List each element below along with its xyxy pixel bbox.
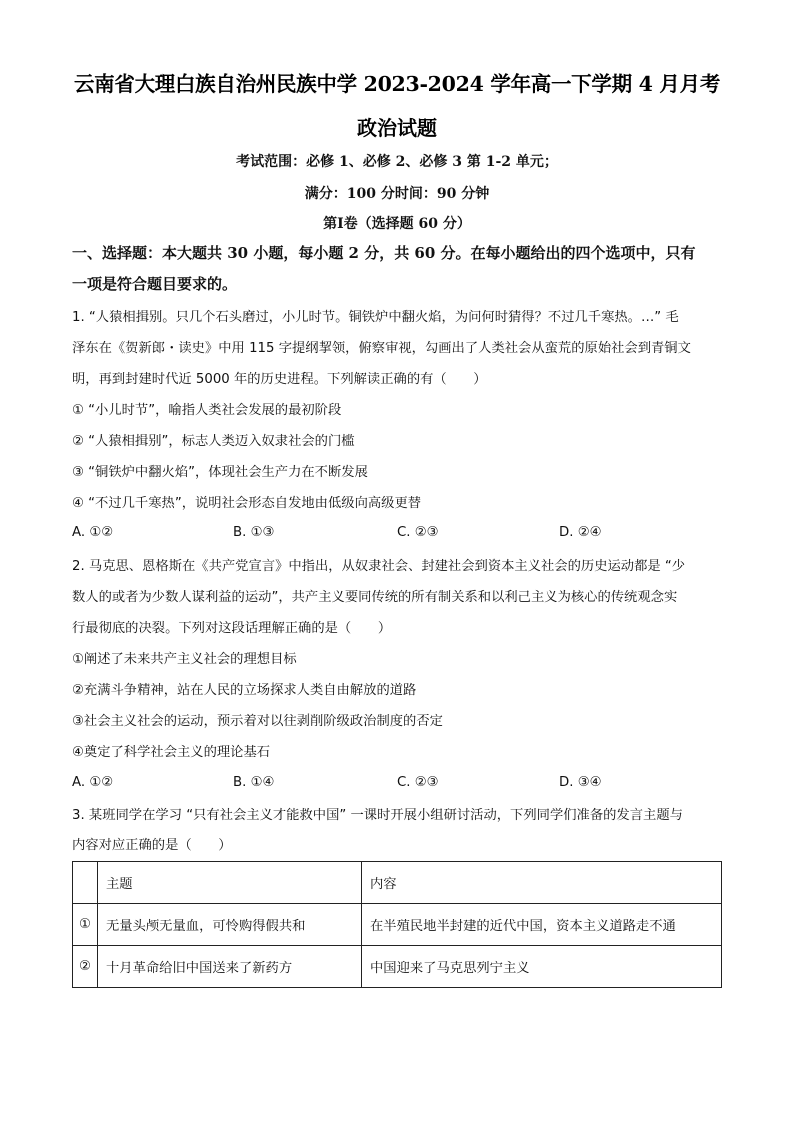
q1-statement-1: ① “小儿时节”，喻指人类社会发展的最初阶段 — [72, 403, 342, 418]
q2-statement-3: ③社会主义社会的运动，预示着对以往剥削阶级政治制度的否定 — [72, 714, 443, 729]
table-header-cell: 主题 — [98, 862, 362, 904]
section-instructions-line-2: 一项是符合题目要求的。 — [72, 275, 238, 293]
q1-option-a[interactable]: A. ①② — [72, 525, 114, 540]
q2-option-c[interactable]: C. ②③ — [397, 775, 439, 790]
q2-statement-1: ①阐述了未来共产主义社会的理想目标 — [72, 652, 297, 667]
q1-statement-2: ② “人猿相揖别”，标志人类迈入奴隶社会的门槛 — [72, 434, 355, 449]
exam-title: 云南省大理白族自治州民族中学 2023-2024 学年高一下学期 4 月月考 — [73, 72, 721, 96]
q1-option-d[interactable]: D. ②④ — [559, 525, 602, 540]
q2-stem-line-1: 2. 马克思、恩格斯在《共产党宣言》中指出，从奴隶社会、封建社会到资本主义社会的历史运动都是 “少 — [72, 559, 686, 574]
table-header-row — [73, 862, 722, 904]
table-cell: 在半殖民地半封建的近代中国，资本主义道路走不通 — [362, 904, 722, 946]
q1-statement-3: ③ “铜铁炉中翻火焰”，体现社会生产力在不断发展 — [72, 465, 368, 480]
table-cell: 无量头颅无量血，可怜购得假共和 — [98, 904, 362, 946]
q1-stem-line-1: 1. “人猿相揖别。只几个石头磨过，小儿时节。铜铁炉中翻火焰，为问何时猜得？不过几千寒热。…” 毛 — [72, 310, 679, 325]
q2-statement-2: ②充满斗争精神，站在人民的立场探求人类自由解放的道路 — [72, 683, 417, 698]
table-cell: 中国迎来了马克思列宁主义 — [362, 946, 722, 988]
q2-option-d[interactable]: D. ③④ — [559, 775, 602, 790]
table-cell: ① — [73, 904, 98, 946]
q2-stem-line-2: 数人的或者为少数人谋利益的运动”，共产主义要同传统的所有制关系和以利己主义为核心的传统观念实 — [72, 590, 678, 605]
q3-stem-line-1: 3. 某班同学在学习 “只有社会主义才能救中国” 一课时开展小组研讨活动，下列同学们准备的发言主题与 — [72, 808, 683, 823]
q3-table — [72, 861, 722, 988]
table-cell: ② — [73, 946, 98, 988]
table-row — [73, 904, 722, 946]
exam-score-time: 满分：100 分时间：90 分钟 — [304, 186, 490, 202]
exam-subject: 政治试题 — [357, 116, 437, 140]
q3-stem-line-2: 内容对应正确的是（ ） — [72, 838, 232, 853]
q1-stem-line-2: 泽东在《贺新郎・读史》中用 115 字提纲挈领，俯察审视，勾画出了人类社会从蛮荒的原始社会到青铜文 — [72, 341, 691, 356]
q1-stem-line-3: 明，再到封建时代近 5000 年的历史进程。下列解读正确的有（ ） — [72, 372, 487, 387]
q2-statement-4: ④奠定了科学社会主义的理论基石 — [72, 745, 271, 760]
q2-option-a[interactable]: A. ①② — [72, 775, 114, 790]
exam-scope: 考试范围：必修 1、必修 2、必修 3 第 1-2 单元； — [236, 154, 558, 170]
q1-option-c[interactable]: C. ②③ — [397, 525, 439, 540]
q2-option-b[interactable]: B. ①④ — [233, 775, 275, 790]
section-instructions-line-1: 一、选择题：本大题共 30 小题，每小题 2 分，共 60 分。在每小题给出的四个选项中，只有 — [72, 244, 696, 262]
table-cell: 十月革命给旧中国送来了新药方 — [98, 946, 362, 988]
section-instructions — [72, 238, 732, 300]
q1-option-b[interactable]: B. ①③ — [233, 525, 275, 540]
exam-volume: 第Ⅰ卷（选择题 60 分） — [323, 216, 471, 232]
table-row — [73, 946, 722, 988]
table-header-cell: 内容 — [362, 862, 722, 904]
q1-statement-4: ④ “不过几千寒热”，说明社会形态自发地由低级向高级更替 — [72, 496, 422, 511]
table-header-cell — [73, 862, 98, 904]
q2-stem-line-3: 行最彻底的决裂。下列对这段话理解正确的是（ ） — [72, 621, 392, 636]
